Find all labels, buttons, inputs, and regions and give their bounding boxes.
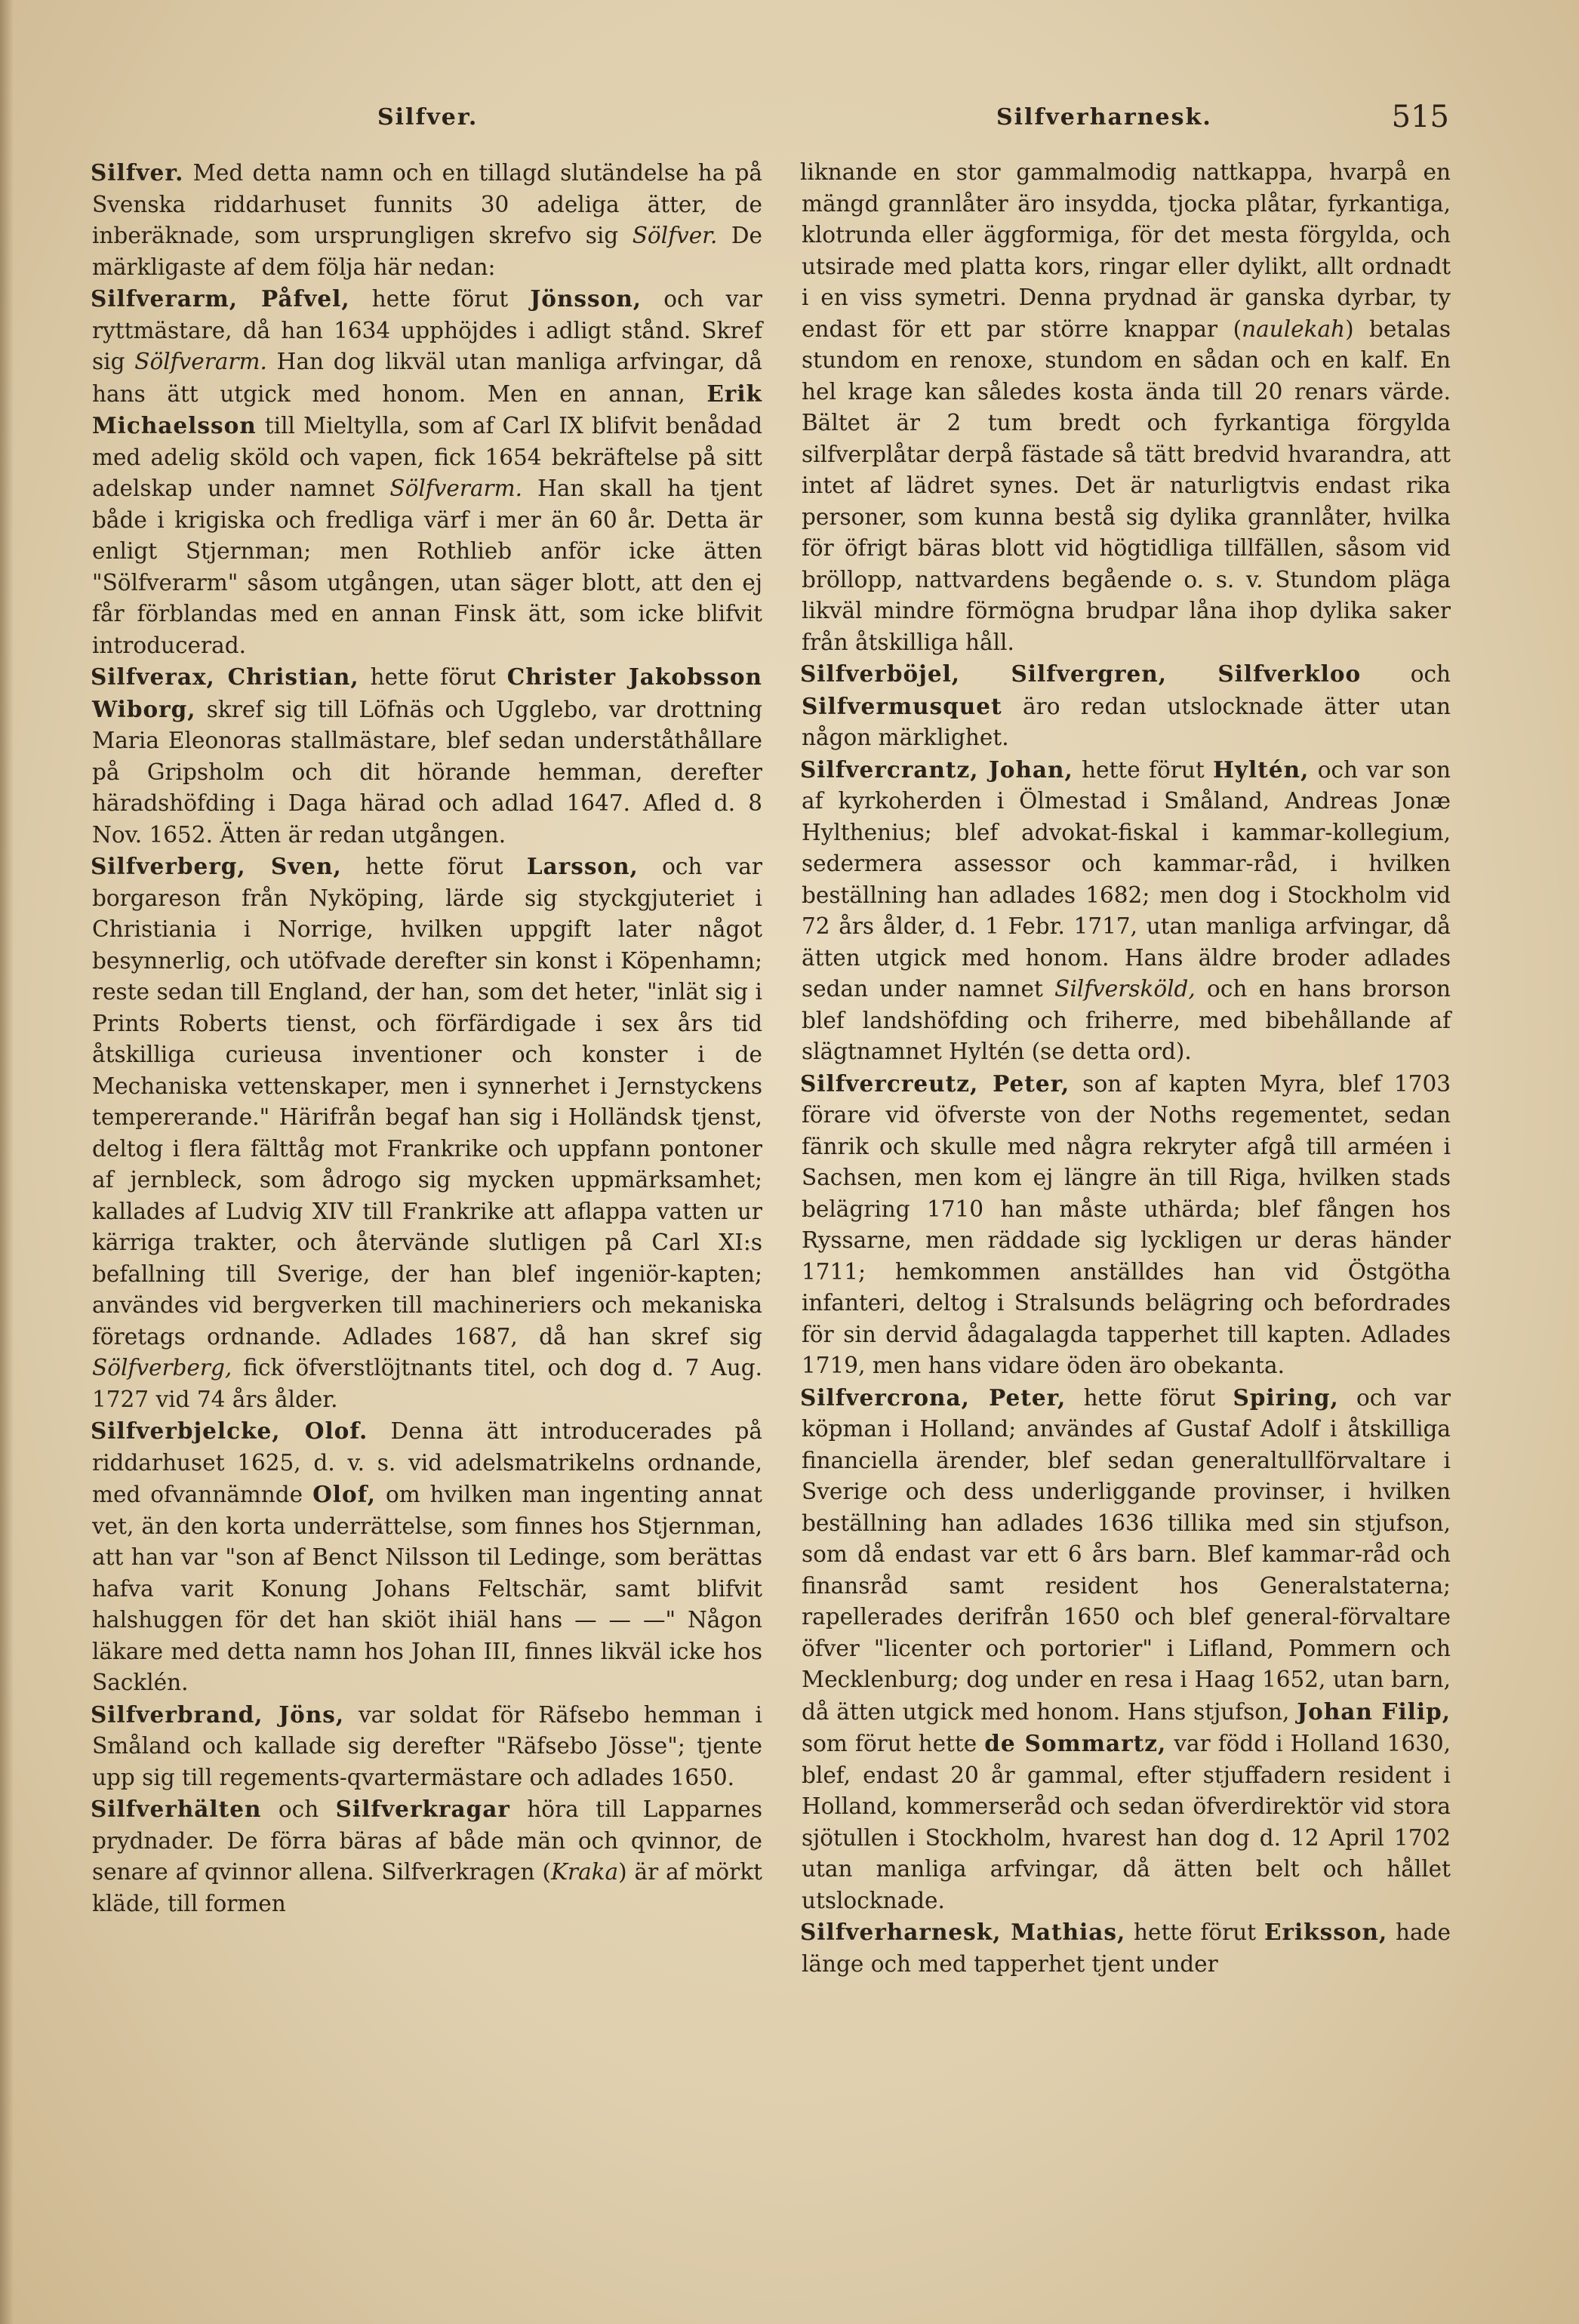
entry-headword: Silfverbrand, Jöns,	[91, 1701, 345, 1728]
entry-text: var soldat för Räfsebo hemman i Småland och kallade sig derefter "Räfsebo Jösse"; tjente upp sig till regements-qvartermästare och adlades 1650.	[92, 1701, 762, 1790]
entry-name: Larsson,	[526, 853, 639, 879]
entry-headword: Silfverhälten	[91, 1796, 262, 1822]
page-number: 515	[1391, 100, 1449, 134]
page-edge-shadow	[0, 0, 14, 2324]
entry-italic: Sölfverarm.	[389, 476, 522, 501]
entry-text: Han dog likväl utan manliga arfvingar, då hans ätt utgick med honom. Men en annan,	[92, 349, 762, 407]
entry-name: Hyltén,	[1213, 756, 1310, 783]
entry-italic: Kraka	[550, 1859, 619, 1885]
left-column	[92, 157, 762, 1919]
entry-italic: Sölfverarm.	[134, 349, 267, 374]
running-header	[83, 100, 1487, 149]
entry-text: Denna ätt introducerades på riddarhuset 1625, d. v. s. vid adelsmatrikelns ordnande, med ofvannämnde	[92, 1418, 762, 1507]
entry-name: Christer Jakobsson Wiborg,	[92, 663, 762, 722]
dictionary-entry	[92, 1793, 762, 1919]
entry-headword: Silfverkragar	[335, 1796, 510, 1822]
entry-name: Johan Filip,	[1297, 1698, 1451, 1725]
entry-text: och	[1361, 661, 1451, 687]
dictionary-entry	[802, 1382, 1451, 1917]
entry-text: och var borgareson från Nyköping, lärde sig styckgjuteriet i Christiania i Norrige, hvilken uppgift later något besynnerlig, och utöfvade derefter sin konst i Köpenhamn; reste sedan till England, der han, som det heter, "inlät sig i Prints Roberts tienst, och förfärdigade i sex års tid åtskilliga curieusa inventioner och konster i de Mechaniska vettenskaper, men i synnerhet i Jernstyckens tempererande." Härifrån begaf han sig i Holländsk tjenst, deltog i flera fälttåg mot Frankrike och uppfann pontoner af jernbleck, som ådrogo sig mycken uppmärksamhet; kallades af Ludvig XIV till Frankrike att aflappa vatten ur kärriga trakter, och återvände slutligen på Carl XI:s befallning till Sverige, der han blef ingeniör-kapten; användes vid bergverken till machineriers och mekaniska företags ordnande. Adlades 1687, då han skref sig	[92, 854, 762, 1350]
entry-italic: Sölfver.	[632, 223, 718, 248]
entry-headword: Silfvermusquet	[802, 692, 1002, 719]
entry-text: liknande en stor gammalmodig nattkappa, hvarpå en mängd grannlåter äro insydda, tjocka plåtar, fyrkantiga, klotrunda eller äggformiga, för det mesta förgylda, och utsirade med platta kors, ringar eller dylikt, allt ordnadt i en viss symetri. Denna prydnad är ganska dyrbar, ty endast för ett par större knappar (	[800, 159, 1451, 342]
dictionary-entry	[802, 1916, 1451, 1980]
entry-text: hette förut	[359, 664, 507, 690]
entry-text: och var köpman i Holland; användes af Gustaf Adolf i åtskilliga financiella ärender, blef sedan generaltullförvaltare i Sverige och dess underliggande provinser, i hvilken beställning han adlades 1636 tillika med sin stjufson, som då endast var ett 6 års barn. Blef kammar-råd och finansråd samt resident hos Generalstaterna; rapellerades derifrån 1650 och blef general-förvaltare öfver "licenter och portorier" i Lifland, Pommern och Mecklenburg; dog under en resa i Haag 1652, utan barn, då ätten utgick med honom. Hans stjufson,	[802, 1384, 1451, 1725]
dictionary-entry	[92, 661, 762, 851]
entry-name: Jönsson,	[530, 285, 642, 312]
entry-italic: Sölfverberg,	[92, 1355, 232, 1381]
entry-name: Olof,	[312, 1481, 376, 1507]
entry-text: äro redan utslocknade ätter utan någon märklighet.	[802, 693, 1451, 750]
entry-text: De märkligaste af dem följa här nedan:	[92, 223, 762, 280]
dictionary-entry	[802, 754, 1451, 1068]
entry-name: Eriksson,	[1264, 1919, 1388, 1945]
dictionary-entry	[92, 1699, 762, 1794]
entry-italic: naulekah	[1242, 316, 1346, 342]
entry-text: ) är af mörkt kläde, till formen	[92, 1859, 763, 1916]
entry-italic: Silfversköld,	[1054, 976, 1196, 1002]
entry-headword: Silfvercrona, Peter,	[800, 1384, 1067, 1411]
entry-text: hette förut	[341, 854, 527, 879]
entry-text: till Mieltylla, som af Carl IX blifvit benådad med adelig sköld och vapen, fick 1654 bekräftelse på sitt adelskap under namnet	[92, 413, 762, 501]
entry-text: om hvilken man ingenting annat vet, än den korta underrättelse, som finnes hos Stjernman, att han var "son af Benct Nilsson til Ledinge, som berättas hafva varit Konung Johans Feltschär, samt blifvit halshuggen för det han skiöt ihiäl hans — — —" Någon läkare med detta namn hos Johan III, finnes likväl icke hos Sacklén.	[92, 1482, 762, 1695]
entry-text: skref sig till Löfnäs och Ugglebo, var drottning Maria Eleonoras stallmästare, blef sedan underståthållare på Gripsholm och dit hörande hemman, derefter häradshöfding i Daga härad och adlad 1647. Afled d. 8 Nov. 1652. Ätten är redan utgången.	[92, 696, 762, 848]
entry-text: hette förut	[1125, 1919, 1264, 1945]
entry-text: som förut hette	[802, 1731, 985, 1756]
entry-text: Med detta namn och en tillagd slutändelse ha på Svenska riddarhuset funnits 30 adeliga ätter, de inberäknade, som ursprungligen skrefvo sig	[92, 160, 762, 248]
entry-name: Spiring,	[1233, 1384, 1339, 1411]
entry-headword: Silfverböjel, Silfvergren, Silfverkloo	[800, 660, 1362, 687]
entry-name: de Sommartz,	[984, 1730, 1167, 1756]
dictionary-entry	[92, 157, 762, 283]
entry-text: hade länge och med tapperhet tjent under	[802, 1919, 1451, 1977]
entry-text: hette förut	[1073, 756, 1214, 783]
entry-headword: Silfver.	[91, 159, 184, 186]
entry-text: hette förut	[349, 286, 531, 312]
entry-name: Erik Michaelsson	[92, 380, 762, 439]
dictionary-entry	[802, 1068, 1451, 1382]
dictionary-entry	[802, 157, 1451, 658]
entry-headword: Silfvercrantz, Johan,	[800, 756, 1073, 783]
entry-text: ) betalas stundom en renoxe, stundom en sådan och en kalf. En hel krage kan således kosta ända till 20 renars värde. Bältet är 2 tum bredt och fyrkantiga förgylda silfverplåtar derpå fästade så tätt bredvid hvarandra, att intet af lädret synes. Det är naturligtvis endast rika personer, som kunna bestå sig dylika grannlåter, hvilka för öfrigt bäras blott vid högtidliga tillfällen, såsom vid bröllopp, nattvardens begående o. s. v. Stundom pläga likväl mindre förmögna brudpar låna ihop dylika saker från åtskilliga håll.	[802, 316, 1451, 655]
entry-text: Han skall ha tjent både i krigiska och fredliga värf i mer än 60 år. Detta är enligt Stjernman; men Rothlieb anför icke ätten "Sölfverarm" såsom utgången, utan säger blott, att den ej får förblandas med en annan Finsk ätt, som icke blifvit introducerad.	[92, 476, 762, 658]
entry-text: var född i Holland 1630, blef, endast 20 år gammal, efter stjuffadern resident i Holland, kommerseråd och sedan öfverdirektör vid stora sjötullen i Stockholm, hvarest han dog d. 12 April 1702 utan manliga arfvingar, då ätten belt och hållet utslocknade.	[802, 1731, 1451, 1913]
entry-headword: Silfverberg, Sven,	[91, 853, 342, 879]
entry-text: och	[261, 1796, 336, 1822]
dictionary-entry	[92, 1415, 762, 1699]
entry-headword: Silfverbjelcke, Olof.	[91, 1417, 368, 1444]
entry-text: och var ryttmästare, då han 1634 upphöjdes i adligt stånd. Skref sig	[92, 286, 762, 374]
entry-text: höra till Lapparnes prydnader. De förra bäras af både män och qvinnor, de senare af qvinnor allena. Silfverkragen (	[92, 1796, 762, 1885]
right-column	[802, 157, 1451, 1980]
entry-text: och var son af kyrkoherden i Ölmestad i Småland, Andreas Jonæ Hylthenius; blef advokat-fiskal i kammar-kollegium, sedermera assessor och kammar-råd, i hvilken beställning han adlades 1682; men dog i Stockholm vid 72 års ålder, d. 1 Febr. 1717, utan manliga arfvingar, då ätten utgick med honom. Hans äldre broder adlades sedan under namnet	[802, 756, 1451, 1002]
dictionary-entry	[92, 283, 762, 661]
entry-text: fick öfverstlöjtnants titel, och dog d. 7 Aug. 1727 vid 74 års ålder.	[92, 1355, 762, 1412]
entry-headword: Silfverarm, Påfvel,	[91, 285, 350, 312]
header-left-word: Silfver.	[377, 104, 479, 131]
entry-headword: Silfvercreutz, Peter,	[800, 1070, 1070, 1097]
entry-headword: Silfverharnesk, Mathias,	[800, 1919, 1126, 1945]
entry-text: hette förut	[1066, 1384, 1233, 1411]
dictionary-entry	[92, 851, 762, 1415]
header-right-word: Silfverharnesk.	[996, 104, 1212, 131]
dictionary-entry	[802, 658, 1451, 754]
entry-text: son af kapten Myra, blef 1703 förare vid öfverste von der Noths regementet, sedan fänrik och skulle med några rekryter afgå till arméen i Sachsen, men kom ej längre än till Riga, hvilken stads belägring 1710 han måste uthärda; blef fången hos Ryssarne, men räddade sig lyckligen ur deras händer 1711; hemkommen anställdes han vid Östgötha infanteri, deltog i Stralsunds belägring och befordrades för sin dervid ådagalagda tapperhet till kapten. Adlades 1719, men hans vidare öden äro obekanta.	[802, 1070, 1451, 1378]
entry-headword: Silfverax, Christian,	[91, 663, 359, 690]
entry-text: och en hans brorson blef landshöfding och friherre, med bibehållande af slägtnamnet Hyltén (se detta ord).	[802, 976, 1451, 1064]
